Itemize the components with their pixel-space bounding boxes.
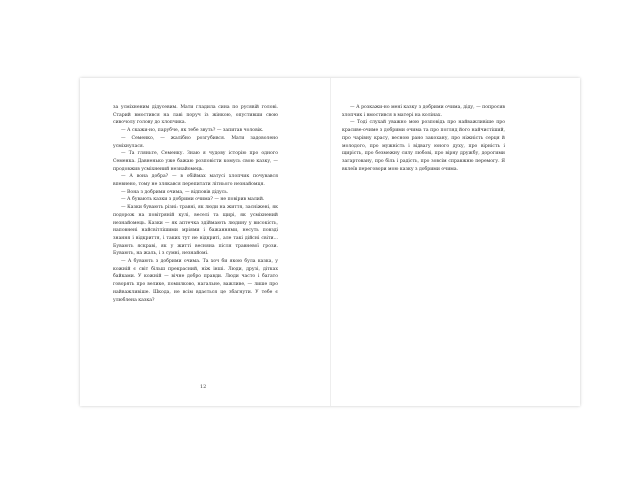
paragraph: — Семенко, — жалібно розгубився. Мати задоволено усміхнулася.: [113, 135, 278, 149]
paragraph: — Та гляньте, Семенку. Знаю я чудову історію про одного Семенка. Давненько уже бажаю розповісти комусь свою казку, — продовжив усміхнений незнайомець.: [113, 151, 278, 172]
right-page-text: [342, 104, 505, 173]
left-page-text: [113, 104, 278, 304]
paragraph: — Тоді слухай уважно мою розповідь про найважливіше про красиве-очиме з добрими очима та про погляд його найчистіший, про чарівну красу, весною рано закохану, про ніжність серця й молодого, про мужність і відвагу юного духу, про вірність і щирість, про безмежну силу любові, про вірну дружбу, дорогими загартовану, про біль і радість, про зовсім справжню перемогу. Я вклеїв переговори мою казку з добрими очима.: [342, 120, 505, 172]
paragraph: — А бувають казки з добрими очима? — не повірив малий.: [121, 197, 265, 203]
paragraph: — А вона добра? — в обіймах матусі хлопчик почувався впевнено, тому не злякався перепитати літнього незнайомця.: [113, 174, 278, 188]
paragraph: — Казки бувають різні: травні, як люди на життя, засніжені, як подорож на повітряній кулі, веселі та щирі, як усміхнений незнайомець. Казки — як аптечка здіймають людину у високість, наповнені найсвітлішими мріями і бажаннями, несуть повзді знання і відкриття, і таких тут не відкриті, але такі дійсні світи... Бувають яскраві, як у житті весняна після травневої грози. Бувають, на жаль, і з сумні, незнайомі.: [113, 205, 278, 257]
paragraph: за усміхненим дідусевим. Мати гладила сина по русявій голові. Старий вмостився на лаві поруч із жінкою, опустивши свою сивочолу голову до хлопчика.: [113, 105, 278, 126]
paragraph: — А розкажи-но мені казку з добрими очима, діду, — попросив хлопчик і вмостився в матері на колінах.: [342, 105, 505, 118]
page-number: 12: [200, 384, 207, 390]
book-spread: [80, 78, 580, 406]
paragraph: — А скажи-но, парубче, як тебе звуть? — запитав чоловік.: [121, 128, 264, 134]
book-spine: [330, 78, 331, 406]
paragraph: — Вона з добрими очима, — відповів дідусь.: [121, 189, 229, 195]
paragraph: — А бувають з добрими очима. Та хоч би якою була казка, у кожній є світ більш прекрасний, ніж інші. Люди, друзі, дітках байками. У кожній — вічне добро правди. Люди часто і багато говорять про велике, помилково, нагальне, важливе, — лише про найважливіше. Шкода, не всім вдається це збагнути. У тебе є улюблена казка?: [113, 259, 278, 303]
